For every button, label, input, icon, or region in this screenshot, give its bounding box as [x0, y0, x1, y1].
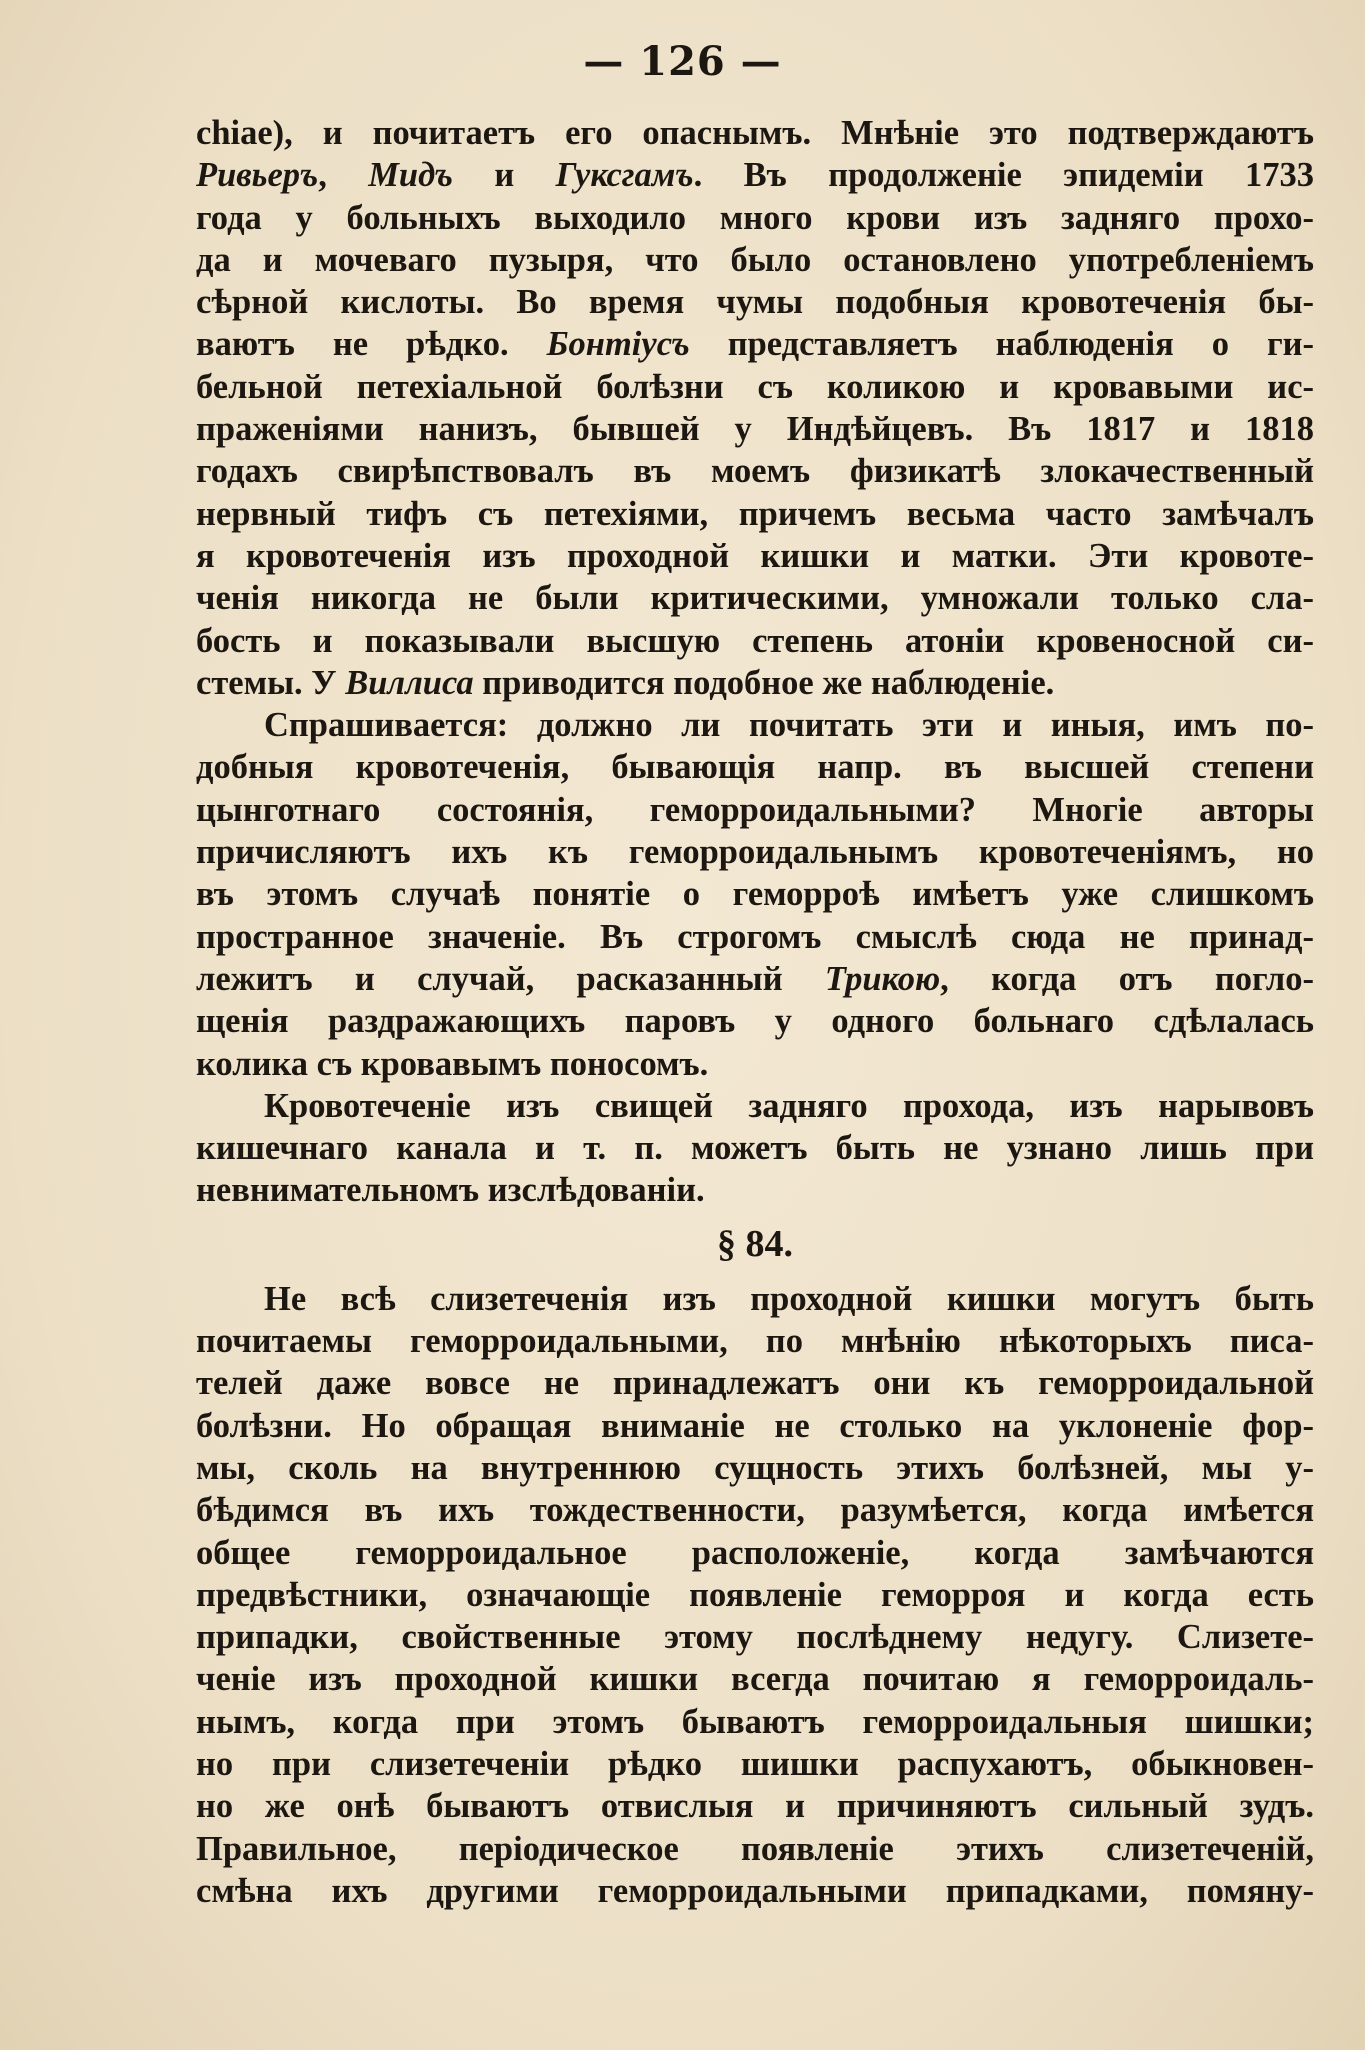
text-line: общее геморроидальное расположеніе, когда замѣчаются	[196, 1533, 1314, 1572]
text-line: почитаемы геморроидальными, по мнѣнію нѣкоторыхъ писа-	[196, 1322, 1314, 1361]
text-line: пространное значеніе. Въ строгомъ смыслѣ сюда не принад-	[196, 917, 1314, 956]
text-line: я кровотеченія изъ проходной кишки и матки. Эти кровоте-	[196, 536, 1314, 575]
text-line: лежитъ и случай, расказанный Трикою, когда отъ погло-	[196, 959, 1314, 998]
text-line: колика съ кровавымъ поносомъ.	[196, 1044, 709, 1083]
paragraph-3	[196, 1085, 1314, 1212]
text-line: бельной петехіальной болѣзни съ коликою и кровавыми ис-	[196, 367, 1314, 406]
text-line: телей даже вовсе не принадлежатъ они къ геморроидальной	[196, 1364, 1314, 1403]
text-line: цынготнаго состоянія, геморроидальными? Многіе авторы	[196, 790, 1314, 829]
text-line: ченія никогда не были критическими, умножали только сла-	[196, 579, 1314, 618]
paragraph-2	[196, 704, 1314, 1085]
text-line: нымъ, когда при этомъ бываютъ геморроидальныя шишки;	[196, 1702, 1314, 1741]
section-heading: § 84.	[717, 1222, 793, 1265]
text-line: болѣзни. Но обращая вниманіе не столько на уклоненіе фор-	[196, 1406, 1314, 1445]
text-line: Ривьеръ, Мидъ и Гуксгамъ. Въ продолженіе эпидеміи 1733	[196, 156, 1314, 195]
text-line: бѣдимся въ ихъ тождественности, разумѣется, когда имѣется	[196, 1491, 1314, 1530]
author-name: Бонтіусъ	[546, 325, 690, 364]
text-line: но при слизетеченіи рѣдко шишки распухаютъ, обыкновен-	[196, 1744, 1314, 1783]
text-line: припадки, свойственные этому послѣднему недугу. Слизете-	[196, 1618, 1314, 1657]
author-name: Виллиса	[345, 663, 474, 702]
text-line: года у больныхъ выходило много крови изъ задняго прохо-	[196, 198, 1314, 237]
text-line: праженіями нанизъ, бывшей у Индѣйцевъ. Въ 1817 и 1818	[196, 410, 1314, 449]
page-number: — 126 —	[583, 38, 782, 85]
author-name: Гуксгамъ	[555, 156, 694, 195]
text-line: причисляютъ ихъ къ геморроидальнымъ кровотеченіямъ, но	[196, 833, 1314, 872]
text-line: Кровотеченіе изъ свищей задняго прохода, изъ нарывовъ	[264, 1086, 1314, 1125]
text-line: Не всѣ слизетеченія изъ проходной кишки могутъ быть	[264, 1279, 1314, 1318]
text-line: Правильное, періодическое появленіе этихъ слизетеченій,	[196, 1829, 1314, 1868]
page-text	[196, 112, 1314, 1912]
text-line: сѣрной кислоты. Во время чумы подобныя кровотеченія бы-	[196, 283, 1314, 322]
text-line: въ этомъ случаѣ понятіе о геморроѣ имѣетъ уже слишкомъ	[196, 875, 1314, 914]
text-line: кишечнаго канала и т. п. можетъ быть не узнано лишь при	[196, 1129, 1314, 1168]
text-line: невнимательномъ изслѣдованіи.	[196, 1171, 705, 1210]
text-line: ваютъ не рѣдко. Бонтіусъ представляетъ наблюденія о ги-	[196, 325, 1314, 364]
text-line: chiae), и почитаетъ его опаснымъ. Мнѣніе это подтверждаютъ	[196, 114, 1314, 152]
text-line: ченіе изъ проходной кишки всегда почитаю я геморроидаль-	[196, 1660, 1314, 1699]
author-name: Трикою	[824, 959, 941, 998]
paragraph-1	[196, 112, 1314, 704]
paragraph-4	[196, 1278, 1314, 1912]
text-line: но же онѣ бываютъ отвислыя и причиняютъ сильный зудъ.	[196, 1787, 1314, 1826]
text-line: смѣна ихъ другими геморроидальными припадками, помяну-	[196, 1871, 1314, 1910]
text-line: нервный тифъ съ петехіями, причемъ весьма часто замѣчалъ	[196, 494, 1314, 533]
text-line: добныя кровотеченія, бывающія напр. въ высшей степени	[196, 748, 1314, 787]
author-name: Мидъ	[368, 156, 453, 195]
text-line: щенія раздражающихъ паровъ у одного больнаго сдѣлалась	[196, 1002, 1314, 1041]
text-line: да и мочеваго пузыря, что было остановлено употребленіемъ	[196, 240, 1314, 279]
text-line: Спрашивается: должно ли почитать эти и иныя, имъ по-	[264, 706, 1314, 745]
author-name: Ривьеръ	[196, 156, 319, 195]
text-line: бость и показывали высшую степень атоніи кровеносной си-	[196, 621, 1314, 660]
text-line: годахъ свирѣпствовалъ въ моемъ физикатѣ злокачественный	[196, 452, 1314, 491]
text-line: мы, сколь на внутреннюю сущность этихъ болѣзней, мы у-	[196, 1448, 1314, 1487]
text-line: предвѣстники, означающіе появленіе геморроя и когда есть	[196, 1575, 1314, 1614]
text-line: стемы. У Виллиса приводится подобное же наблюденіе.	[196, 663, 1055, 702]
